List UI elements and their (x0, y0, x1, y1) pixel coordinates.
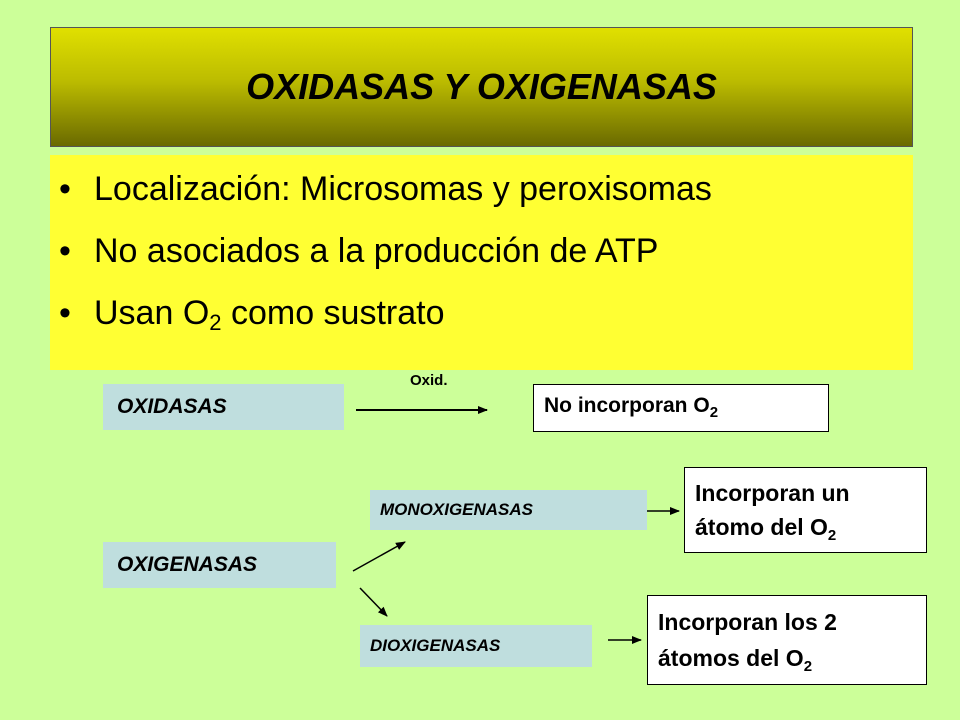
monoxigenasas-result-line2: átomo del O (695, 514, 828, 540)
bullet-text-after: como sustrato (221, 294, 445, 332)
monoxigenasas-label: MONOXIGENASAS (380, 500, 534, 519)
bullet-text: Localización: Microsomas y peroxisomas (94, 170, 712, 208)
page-title: OXIDASAS Y OXIGENASAS (246, 66, 717, 107)
bullet-dot: • (59, 170, 71, 208)
bullet-dot: • (59, 294, 71, 332)
oxigenasas-label: OXIGENASAS (117, 553, 258, 576)
oxidasas-label: OXIDASAS (117, 395, 227, 418)
bullet-text-before: Usan O (94, 294, 210, 332)
dioxigenasas-result-line1: Incorporan los 2 (658, 609, 837, 635)
bullet-subscript: 2 (209, 310, 222, 335)
dioxigenasas-label: DIOXIGENASAS (370, 636, 501, 655)
oxid-arrow-label: Oxid. (410, 372, 448, 389)
dioxigenasas-branch-arrow (360, 588, 387, 616)
dioxigenasas-result-line2: átomos del O (658, 645, 804, 671)
bullet-dot: • (59, 232, 71, 270)
oxidasas-result-subscript: 2 (709, 404, 719, 421)
monoxigenasas-branch-arrow (353, 542, 405, 571)
monoxigenasas-result-subscript: 2 (827, 527, 837, 544)
monoxigenasas-result-line1: Incorporan un (695, 480, 850, 506)
oxidasas-result-text: No incorporan O (544, 394, 710, 417)
dioxigenasas-result-subscript: 2 (803, 658, 813, 675)
bullet-text: No asociados a la producción de ATP (94, 232, 659, 270)
